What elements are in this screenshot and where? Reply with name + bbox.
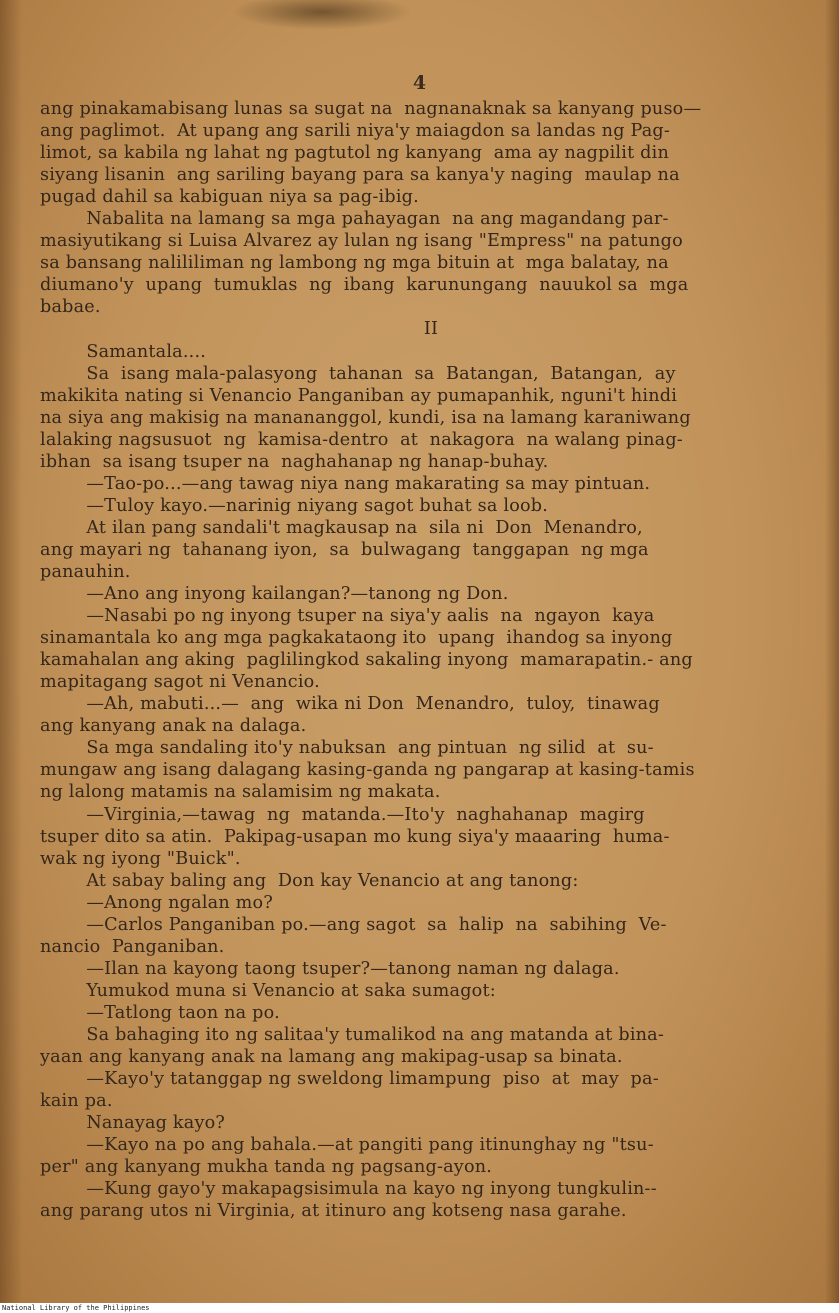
text-line: —Ah, mabuti...— ang wika ni Don Menandro, tuloy, tinawag: [40, 694, 660, 715]
text-line: —Nasabi po ng inyong tsuper na siya'y aalis na ngayon kaya: [40, 606, 655, 627]
text-line: wak ng iyong "Buick".: [40, 848, 241, 869]
text-line: yaan ang kanyang anak na lamang ang makipag-usap sa binata.: [40, 1047, 623, 1068]
text-line: per" ang kanyang mukha tanda ng pagsang-ayon.: [40, 1157, 493, 1178]
text-line: panauhin.: [40, 561, 131, 582]
text-line: na siya ang makisig na manananggol, kundi, isa na lamang karaniwang: [40, 407, 691, 428]
text-line: sinamantala ko ang mga pagkakataong ito upang ihandog sa inyong: [40, 628, 673, 649]
text-line: —Virginia,—tawag ng matanda.—Ito'y naghahanap magirg: [40, 804, 645, 825]
text-line: diumano'y upang tumuklas ng ibang karunungang nauukol sa mga: [40, 275, 689, 296]
ink-smudge: [232, 0, 412, 30]
page-edge-shadow-left: [0, 0, 22, 1303]
text-line: Sa bahaging ito ng salitaa'y tumalikod na ang matanda at bina-: [40, 1024, 665, 1045]
text-line: —Anong ngalan mo?: [40, 892, 273, 913]
text-line: —Ilan na kayong taong tsuper?—tanong naman ng dalaga.: [40, 958, 620, 979]
text-line: pugad dahil sa kabiguan niya sa pag-ibig.: [40, 187, 419, 208]
text-line: —Carlos Panganiban po.—ang sagot sa halip na sabihing Ve-: [40, 914, 667, 935]
text-line: lalaking nagsusuot ng kamisa-dentro at nakagora na walang pinag-: [40, 429, 683, 450]
footer-credit: National Library of the Philippines: [0, 1303, 839, 1313]
text-line: ang pinakamabisang lunas sa sugat na nagnanaknak sa kanyang puso—: [40, 99, 702, 119]
text-line: At sabay baling ang Don kay Venancio at ang tanong:: [40, 870, 579, 891]
text-line: At ilan pang sandali't magkausap na sila ni Don Menandro,: [40, 517, 643, 538]
body-text: [40, 98, 822, 1222]
text-line: babae.: [40, 297, 101, 318]
page-edge-shadow-right: [825, 0, 839, 1303]
text-line: Nabalita na lamang sa mga pahayagan na ang magandang par-: [40, 209, 669, 230]
text-line: —Tuloy kayo.—narinig niyang sagot buhat sa loob.: [40, 495, 549, 516]
text-line: Samantala....: [40, 341, 207, 362]
text-line: sa bansang nalililiman ng lambong ng mga bituin at mga balatay, na: [40, 253, 669, 274]
text-line: siyang lisanin ang sariling bayang para sa kanya'y naging maulap na: [40, 165, 680, 186]
page-number: 4: [412, 72, 427, 94]
text-line: Sa isang mala-palasyong tahanan sa Batangan, Batangan, ay: [40, 363, 676, 384]
text-line: ang paglimot. At upang ang sarili niya'y maiagdon sa landas ng Pag-: [40, 121, 671, 142]
text-line: kain pa.: [40, 1091, 113, 1112]
text-line: —Kayo'y tatanggap ng sweldong limampung piso at may pa-: [40, 1069, 659, 1090]
text-line: limot, sa kabila ng lahat ng pagtutol ng kanyang ama ay nagpilit din: [40, 143, 669, 164]
text-line: —Kung gayo'y makapagsisimula na kayo ng inyong tungkulin--: [40, 1179, 657, 1200]
text-line: makikita nating si Venancio Panganiban ay pumapanhik, nguni't hindi: [40, 385, 678, 406]
text-line: masiyutikang si Luisa Alvarez ay lulan ng isang "Empress" na patungo: [40, 231, 683, 252]
text-line: mungaw ang isang dalagang kasing-ganda ng pangarap at kasing-tamis: [40, 760, 695, 781]
text-line: Sa mga sandaling ito'y nabuksan ang pintuan ng silid at su-: [40, 738, 654, 759]
text-line: nancio Panganiban.: [40, 936, 225, 957]
text-line: ibhan sa isang tsuper na naghahanap ng hanap-buhay.: [40, 451, 549, 472]
text-line: ang mayari ng tahanang iyon, sa bulwagang tanggapan ng mga: [40, 539, 649, 560]
text-line: ang kanyang anak na dalaga.: [40, 716, 307, 737]
text-line: Yumukod muna si Venancio at saka sumagot:: [40, 980, 496, 1001]
text-line: —Kayo na po ang bahala.—at pangiti pang itinunghay ng "tsu-: [40, 1135, 654, 1156]
text-line: —Tao-po...—ang tawag niya nang makarating sa may pintuan.: [40, 473, 651, 494]
text-line: tsuper dito sa atin. Pakipag-usapan mo kung siya'y maaaring huma-: [40, 826, 670, 847]
text-line: —Tatlong taon na po.: [40, 1002, 280, 1023]
text-line: kamahalan ang aking paglilingkod sakaling inyong mamarapatin.- ang: [40, 650, 693, 671]
text-line: Nanayag kayo?: [40, 1113, 226, 1134]
text-line: mapitagang sagot ni Venancio.: [40, 672, 320, 693]
section-heading: II: [423, 319, 439, 340]
text-line: ng lalong matamis na salamisim ng makata.: [40, 782, 441, 803]
text-line: ang parang utos ni Virginia, at itinuro ang kotseng nasa garahe.: [40, 1201, 627, 1222]
text-line: —Ano ang inyong kailangan?—tanong ng Don.: [40, 584, 509, 605]
